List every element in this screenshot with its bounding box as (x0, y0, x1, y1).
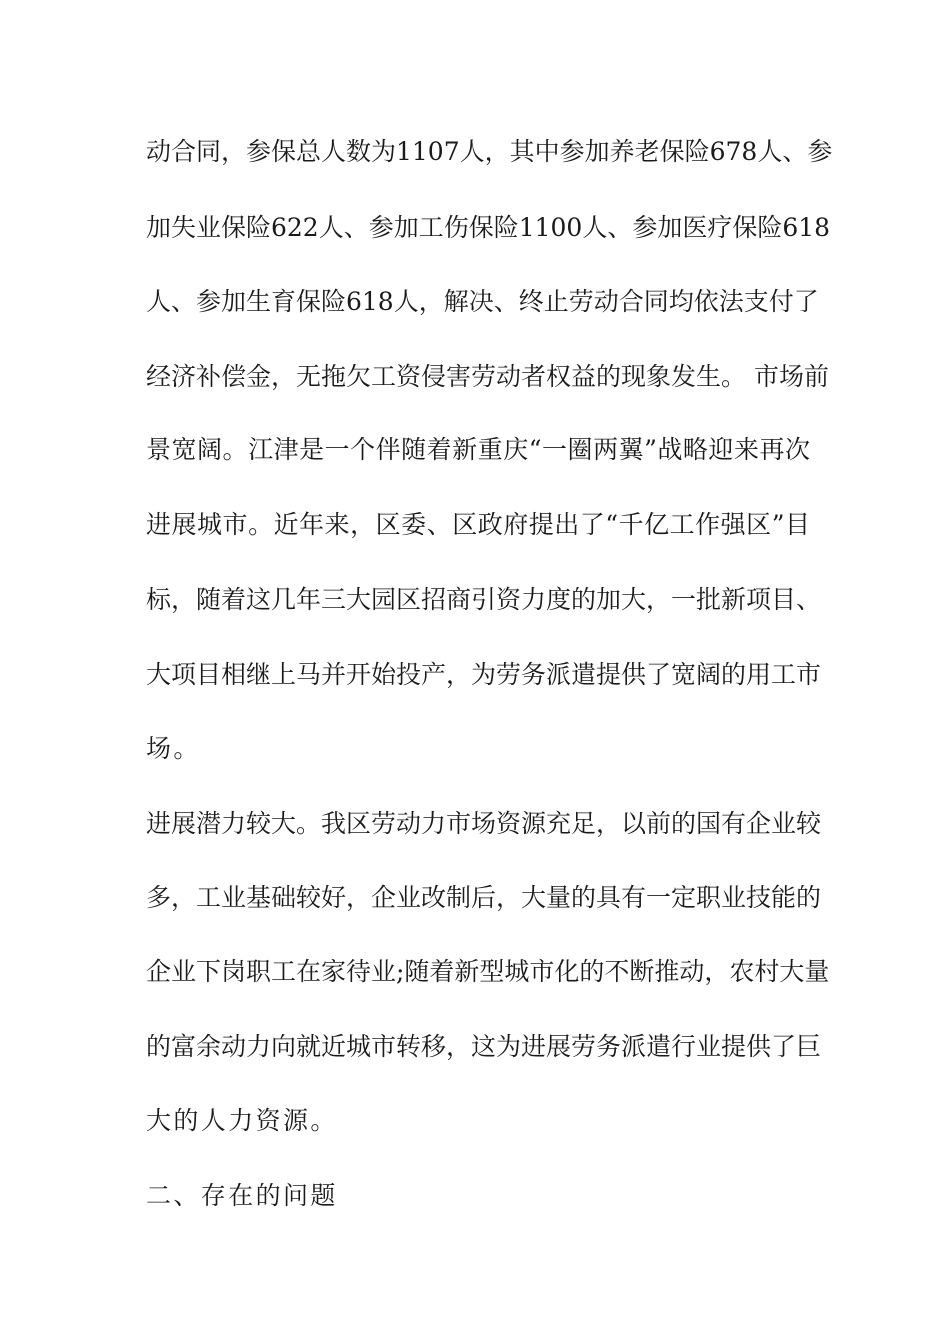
paragraph-line: 经济补偿金，无拖欠工资侵害劳动者权益的现象发生。 市场前 (146, 362, 829, 391)
paragraph-line: 动合同，参保总人数为1107人，其中参加养老保险678人、参 (146, 137, 833, 166)
paragraph-line: 大项目相继上马并开始投产，为劳务派遣提供了宽阔的用工市 (146, 660, 822, 689)
paragraph-line: 企业下岗职工在家待业;随着新型城市化的不断推动，农村大量 (146, 957, 830, 986)
paragraph-line: 多，工业基础较好，企业改制后，大量的具有一定职业技能的 (146, 883, 822, 912)
paragraph-line: 场。 (146, 734, 201, 763)
paragraph-line: 景宽阔。江津是一个伴随着新重庆“一圈两翼”战略迎来再次 (146, 435, 810, 464)
paragraph-line: 的富余动力向就近城市转移，这为进展劳务派遣行业提供了巨 (146, 1032, 822, 1061)
paragraph-line: 进展潜力较大。我区劳动力市场资源充足，以前的国有企业较 (146, 809, 822, 838)
paragraph-line: 进展城市。近年来，区委、区政府提出了“千亿工作强区”目 (146, 510, 810, 539)
paragraph-line: 大的人力资源。 (146, 1106, 338, 1135)
paragraph-line: 人、参加生育保险618人，解决、终止劳动合同均依法支付了 (146, 287, 819, 316)
paragraph-line: 加失业保险622人、参加工伤保险1100人、参加医疗保险618 (146, 213, 831, 242)
section-heading: 二、存在的问题 (146, 1181, 338, 1210)
paragraph-line: 标，随着这几年三大园区招商引资力度的加大，一批新项目、 (146, 585, 822, 614)
